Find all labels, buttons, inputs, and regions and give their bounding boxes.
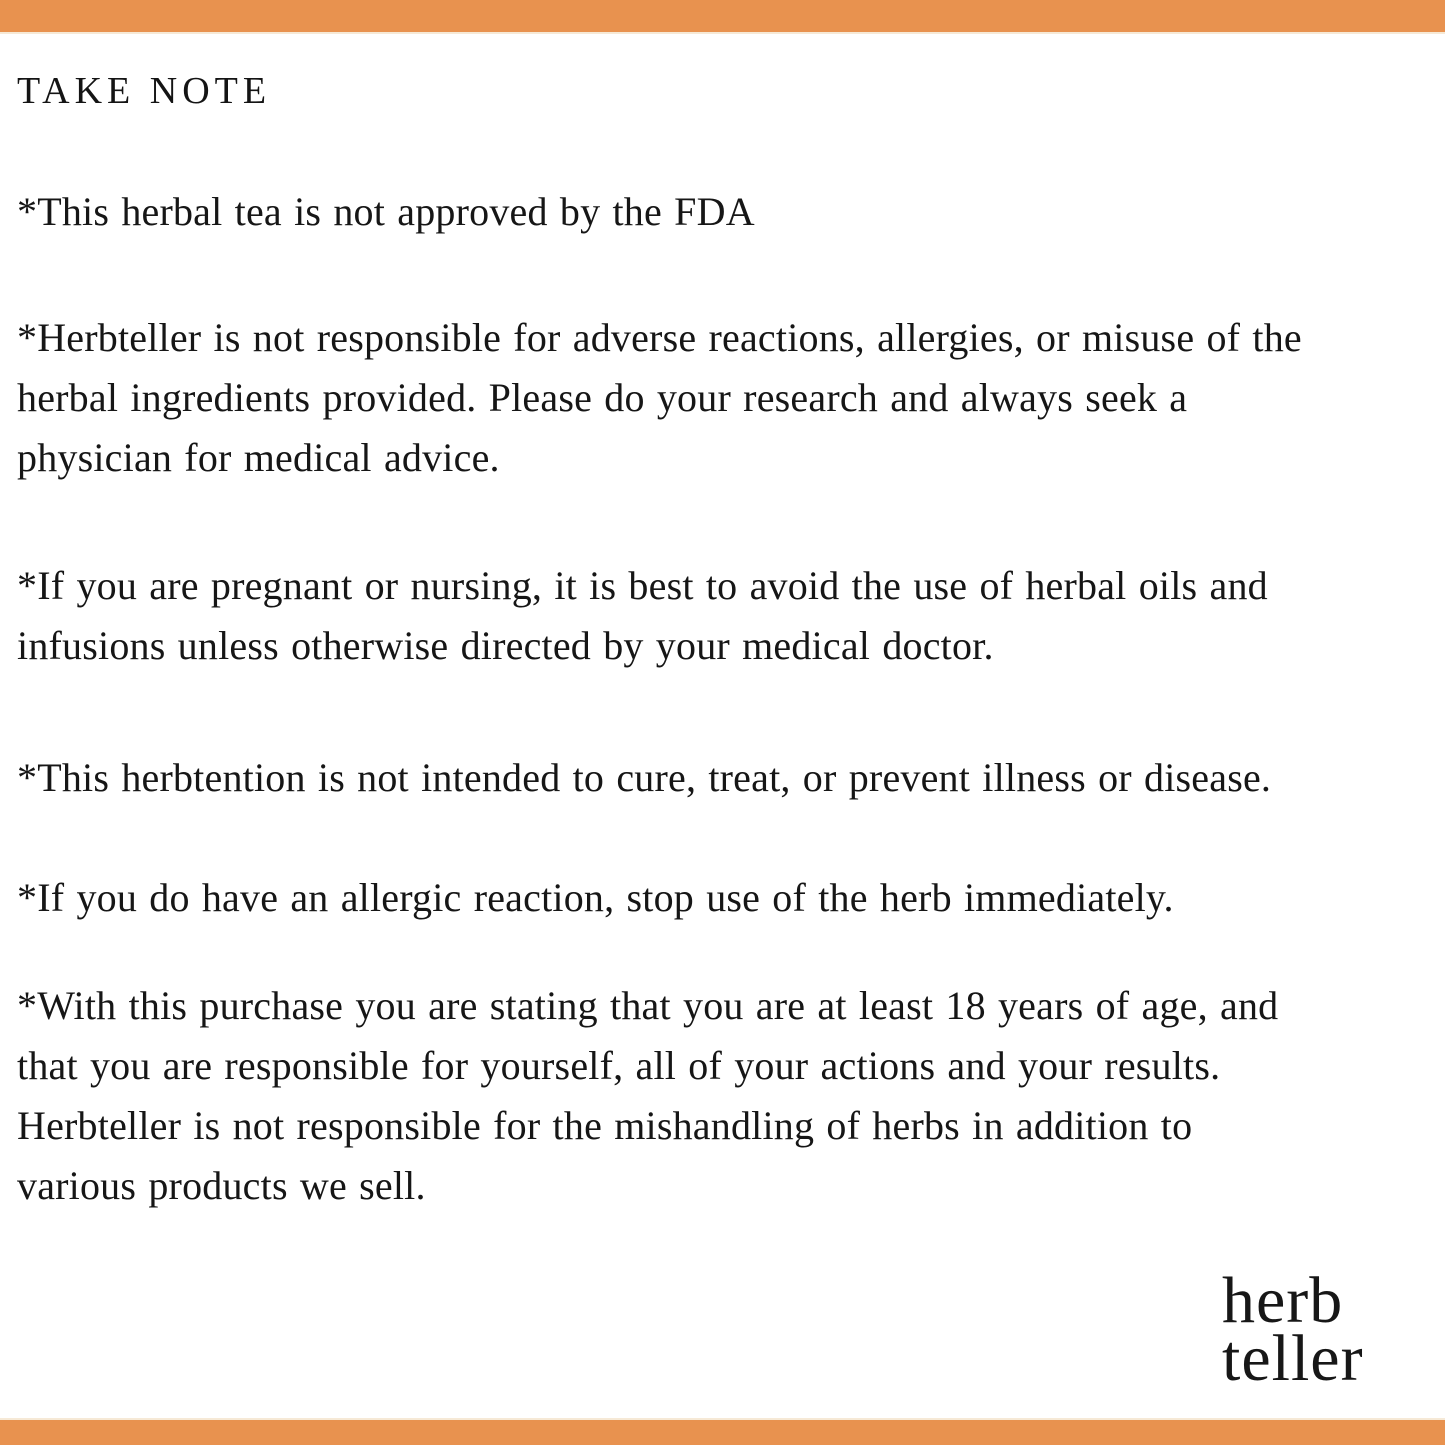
paragraph-line: *Herbteller is not responsible for adverse reactions, allergies, or misuse of the bbox=[17, 315, 1302, 360]
logo-line-herb: herb bbox=[1222, 1264, 1344, 1337]
paragraph-line: that you are responsible for yourself, all of your actions and your results. bbox=[17, 1043, 1221, 1088]
paragraph-line: herbal ingredients provided. Please do your research and always seek a bbox=[17, 375, 1188, 420]
paragraph-line: various products we sell. bbox=[17, 1163, 426, 1208]
paragraph-line: Herbteller is not responsible for the mishandling of herbs in addition to bbox=[17, 1103, 1193, 1148]
paragraph-line: *With this purchase you are stating that you are at least 18 years of age, and bbox=[17, 983, 1279, 1028]
disclaimer-paragraph bbox=[17, 182, 1415, 242]
disclaimer-paragraph bbox=[17, 976, 1415, 1216]
disclaimer-paragraph bbox=[17, 868, 1415, 928]
page-title: TAKE NOTE bbox=[17, 70, 272, 112]
disclaimer-paragraph bbox=[17, 748, 1415, 808]
disclaimer-paragraph bbox=[17, 308, 1415, 488]
paragraph-line: *If you do have an allergic reaction, stop use of the herb immediately. bbox=[17, 875, 1174, 920]
bottom-accent-bar bbox=[0, 1418, 1445, 1445]
paragraph-line: *This herbtention is not intended to cure, treat, or prevent illness or disease. bbox=[17, 755, 1272, 800]
paragraph-line: physician for medical advice. bbox=[17, 435, 500, 480]
paragraph-line: infusions unless otherwise directed by your medical doctor. bbox=[17, 623, 994, 668]
paragraph-line: *If you are pregnant or nursing, it is best to avoid the use of herbal oils and bbox=[17, 563, 1268, 608]
paragraph-line: *This herbal tea is not approved by the FDA bbox=[17, 189, 755, 234]
disclaimer-paragraphs bbox=[17, 182, 1415, 1216]
logo-line-teller: teller bbox=[1222, 1322, 1364, 1395]
top-accent-bar bbox=[0, 0, 1445, 34]
disclaimer-paragraph bbox=[17, 556, 1415, 676]
herbteller-logo-wordmark bbox=[1222, 1264, 1364, 1395]
notice-content bbox=[17, 32, 1415, 1216]
